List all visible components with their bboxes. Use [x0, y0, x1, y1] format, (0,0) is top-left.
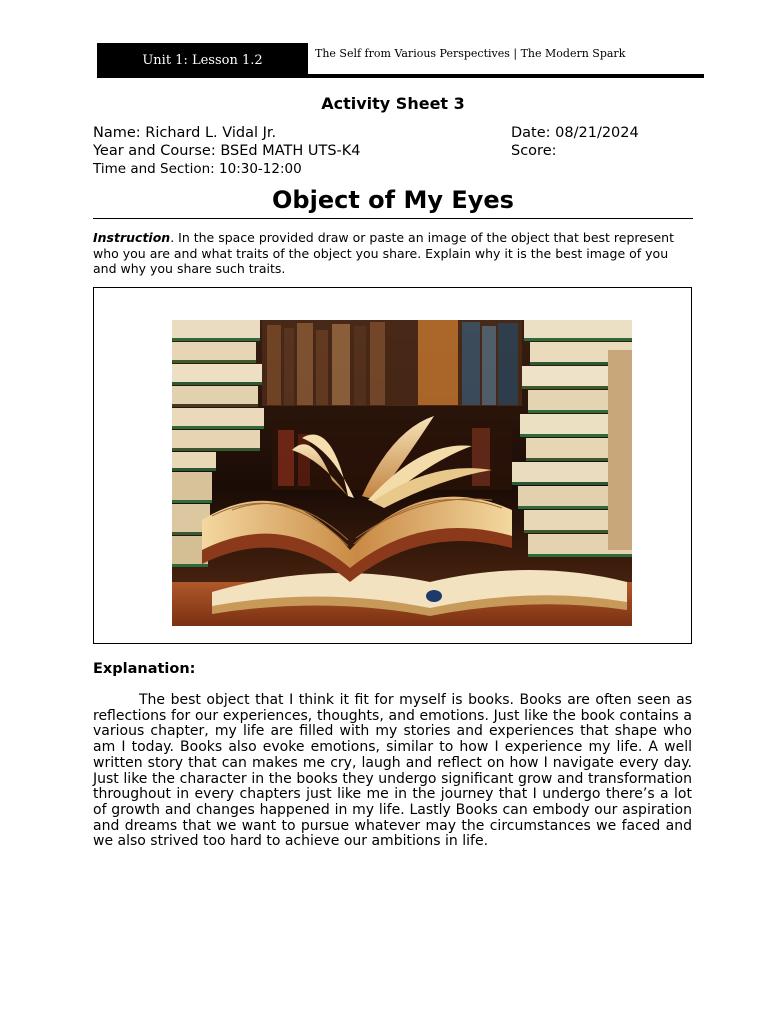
header-divider: [97, 74, 704, 78]
sheet-title: Activity Sheet 3: [321, 94, 465, 113]
explanation-heading: Explanation:: [93, 661, 196, 677]
books-image: [172, 320, 632, 626]
unit-label-text: Unit 1: Lesson 1.2: [142, 53, 263, 68]
year-course: Year and Course: BSEd MATH UTS-K4: [93, 143, 361, 159]
date-field: Date: 08/21/2024: [511, 125, 639, 141]
time-section: Time and Section: 10:30-12:00: [93, 161, 302, 177]
instruction-paragraph: [93, 230, 693, 277]
explanation-body: The best object that I think it fit for myself is books. Books are often seen as reflections for our experiences, thoughts, and emotions. Just like the book contains a various chapter, my life are filled with my stories and experiences that shape who am I today. Books also evoke emotions, similar to how I experience my life. A well written story that can makes me cry, laugh and reflect on how I navigate every day. Just like the character in the books they undergo significant grow and transformation throughout in every chapters just like me in the journey that I undergo there’s a lot of growth and changes happened in my life. Lastly Books can embody our aspiration and dreams that we want to pursue whatever may the circumstances we faced and we also strived too hard to achieve our ambitions in life.: [93, 692, 692, 850]
page-title: Object of My Eyes: [272, 186, 514, 214]
course-title: The Self from Various Perspectives | The Modern Spark: [315, 47, 626, 60]
title-divider: [93, 218, 693, 219]
instruction-text: . In the space provided draw or paste an image of the object that best represent who you are and what traits of the object you share. Explain why it is the best image of you and why you share such traits.: [93, 230, 674, 276]
unit-label: [97, 43, 308, 78]
student-name: Name: Richard L. Vidal Jr.: [93, 125, 277, 141]
instruction-label: Instruction: [93, 230, 171, 245]
score-field: Score:: [511, 143, 557, 159]
